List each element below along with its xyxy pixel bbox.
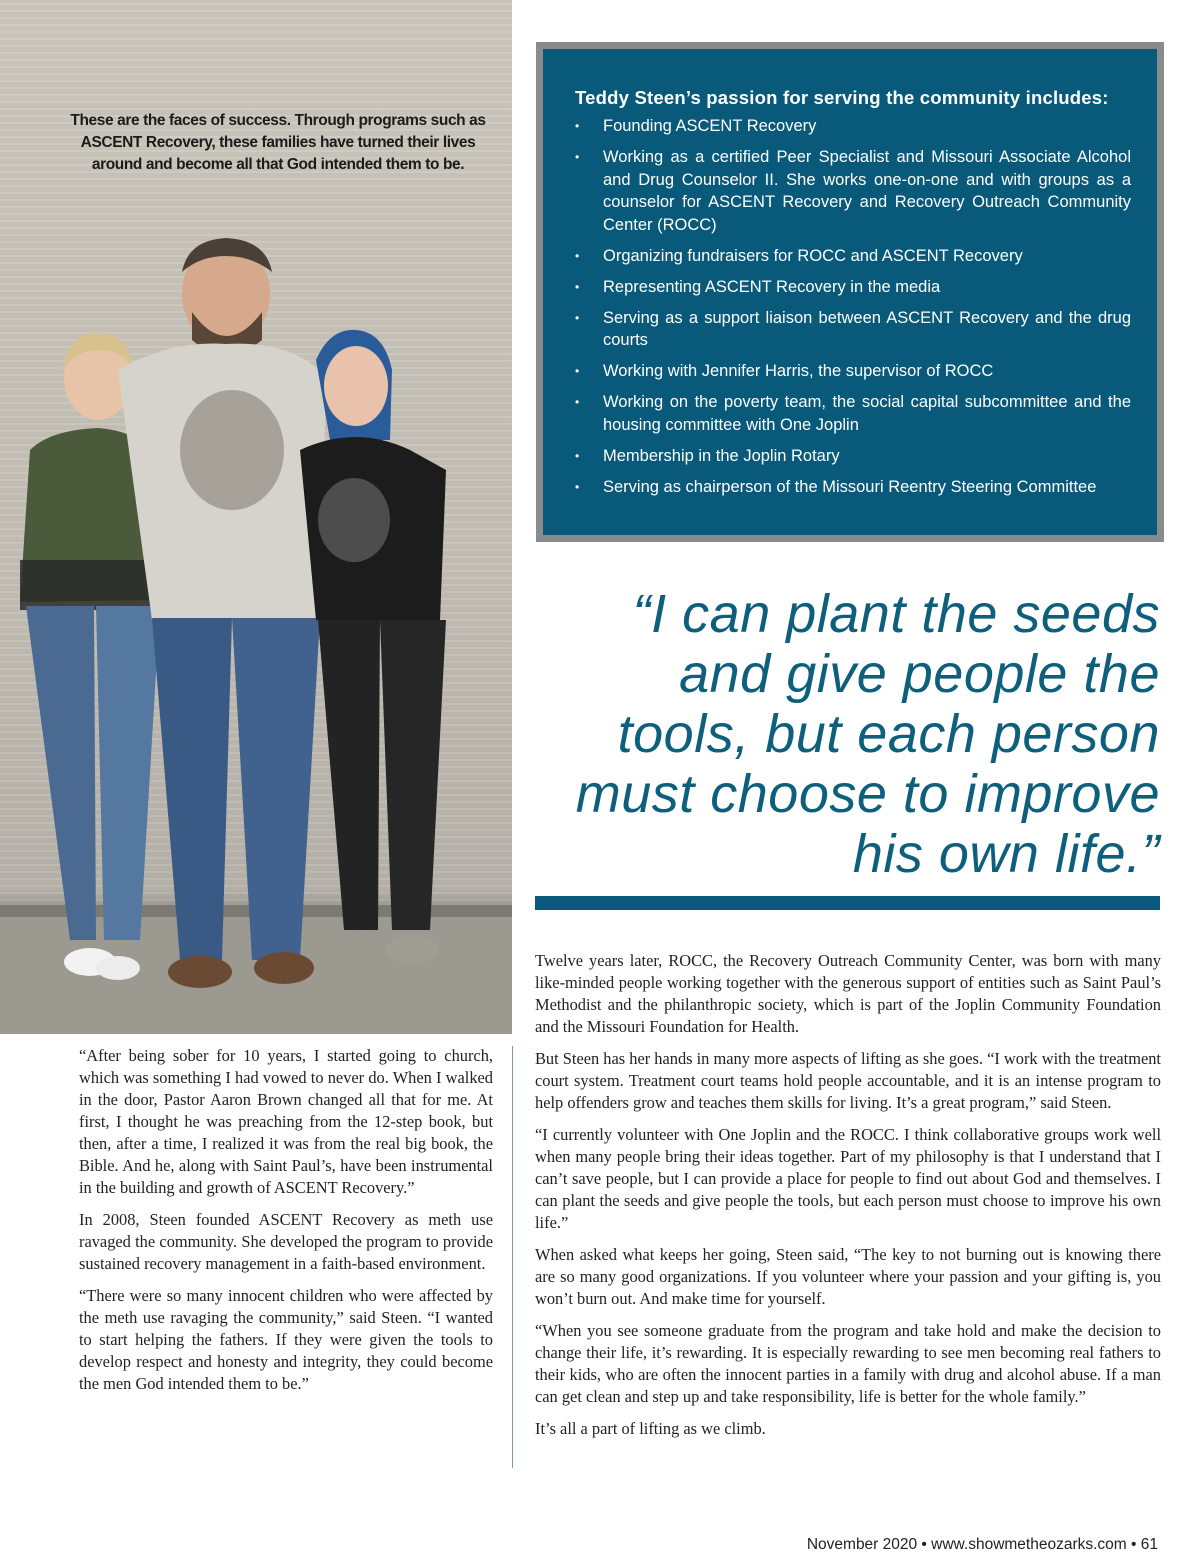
- column-divider: [512, 1046, 513, 1468]
- sidebar-item-text: Serving as a support liaison between ASCENT Recovery and the drug courts: [603, 308, 1131, 349]
- bullet-icon: •: [575, 395, 580, 409]
- paragraph: Twelve years later, ROCC, the Recovery Outreach Community Center, was born with many like-minded people working together with the generous support of entities such as Saint Paul’s Methodist and the philanthropic society, which is part of the Joplin Community Foundation and the Missouri Foundation for Health.: [535, 951, 1161, 1036]
- sidebar-item-text: Serving as chairperson of the Missouri Reentry Steering Committee: [603, 477, 1097, 496]
- sidebar-item: [575, 445, 1131, 468]
- sidebar-item: [575, 276, 1131, 299]
- sidebar-title: Teddy Steen’s passion for serving the community includes:: [575, 87, 1109, 108]
- sidebar-item-text: Working as a certified Peer Specialist and Missouri Associate Alcohol and Drug Counselor II. She works one-on-one and with groups as a counselor for ASCENT Recovery and Recovery Outreach Community Center (ROCC): [603, 148, 1131, 234]
- bullet-icon: •: [575, 479, 580, 494]
- family-photo: [0, 0, 512, 1034]
- sidebar-item: [575, 476, 1131, 499]
- bullet-icon: •: [575, 248, 580, 263]
- sidebar-frame: [536, 42, 1164, 542]
- paragraph: It’s all a part of lifting as we climb.: [535, 1419, 766, 1438]
- paragraph: In 2008, Steen founded ASCENT Recovery as meth use ravaged the community. She developed the program to provide sustained recovery management in a faith-based environment.: [79, 1210, 493, 1273]
- sidebar-box: [543, 49, 1157, 535]
- sidebar-item: [575, 146, 1131, 236]
- bullet-icon: •: [575, 119, 580, 133]
- paragraph: But Steen has her hands in many more aspects of lifting as she goes. “I work with the treatment court system. Treatment court teams hold people accountable, and it is an intense program to help offenders grow and teaches them skills for living. It’s a great program,” said Steen.: [535, 1049, 1161, 1112]
- sidebar-item: [575, 307, 1131, 352]
- bullet-icon: •: [575, 279, 580, 294]
- pull-quote-line: and give people the: [679, 644, 1160, 704]
- page-footer: November 2020 • www.showmetheozarks.com • 61: [806, 1536, 1158, 1553]
- sidebar-item: [575, 245, 1131, 268]
- sidebar-list: [575, 115, 1131, 498]
- bullet-icon: •: [575, 150, 580, 164]
- paragraph: “When you see someone graduate from the program and take hold and make the decision to change their life, it’s rewarding. It is especially rewarding to see men becoming real fathers to their kids, who are often the innocent parties in a family with drug and alcohol abuse. If a man can get clean and step up and take responsibility, life is better for the whole family.”: [535, 1321, 1161, 1406]
- pull-quote-line: tools, but each person: [617, 704, 1160, 764]
- sidebar-item-text: Founding ASCENT Recovery: [603, 117, 817, 135]
- pull-quote: [536, 584, 1160, 884]
- sidebar-item-text: Representing ASCENT Recovery in the media: [603, 277, 941, 296]
- bullet-icon: •: [575, 310, 580, 325]
- pull-quote-line: must choose to improve: [575, 764, 1160, 824]
- pull-quote-divider: [535, 896, 1160, 910]
- bullet-icon: •: [575, 448, 580, 463]
- photo-caption: These are the faces of success. Through programs such as ASCENT Recovery, these families have turned their lives around and become all that God intended them to be.: [70, 112, 486, 173]
- sidebar-item-text: Organizing fundraisers for ROCC and ASCENT Recovery: [603, 246, 1023, 265]
- sidebar-item: [575, 391, 1131, 436]
- sidebar-item: [575, 360, 1131, 383]
- paragraph: “After being sober for 10 years, I started going to church, which was something I had vowed to never do. When I walked in the door, Pastor Aaron Brown changed all that for me. At first, I thought he was preaching from the 12-step book, but then, after a time, I realized it was from the real big book, the Bible. And he, along with Saint Paul’s, have been instrumental in the building and growth of ASCENT Recovery.”: [79, 1046, 493, 1197]
- right-column: [535, 950, 1161, 1450]
- paragraph: “I currently volunteer with One Joplin and the ROCC. I think collaborative groups work well when many people bring their ideas together. Part of my philosophy is that I understand that I can’t save people, but I can provide a place for people to find out about God and themselves. I can plant the seeds and give people the tools, but each person must choose to improve his own life.”: [535, 1125, 1161, 1232]
- sidebar-item-text: Working on the poverty team, the social capital subcommittee and the housing committee with One Joplin: [603, 393, 1131, 434]
- pull-quote-line: his own life.”: [852, 824, 1160, 884]
- paragraph: “There were so many innocent children who were affected by the meth use ravaging the community,” said Steen. “I wanted to start helping the fathers. If they were given the tools to develop respect and honesty and integrity, they could become the men God intended them to be.”: [79, 1286, 493, 1393]
- sidebar-item: [575, 115, 1131, 138]
- sidebar-item-text: Working with Jennifer Harris, the supervisor of ROCC: [603, 362, 994, 380]
- paragraph: When asked what keeps her going, Steen said, “The key to not burning out is knowing there are so many good organizations. If you volunteer where your passion and your gifting is, you won’t burn out. And make time for yourself.: [535, 1245, 1161, 1308]
- sidebar-item-text: Membership in the Joplin Rotary: [603, 446, 840, 465]
- left-column: [79, 1045, 493, 1405]
- pull-quote-line: “I can plant the seeds: [632, 584, 1160, 644]
- bullet-icon: •: [575, 364, 580, 378]
